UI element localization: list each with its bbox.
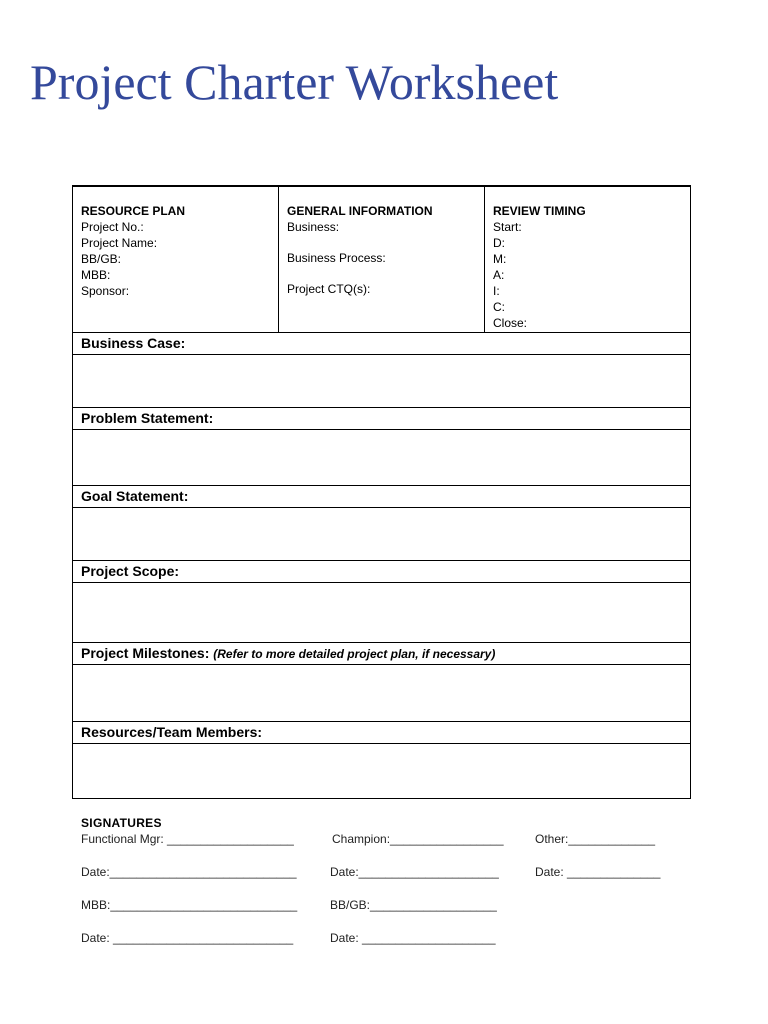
close-label: Close: xyxy=(493,316,528,330)
resources-team-heading: Resources/Team Members: xyxy=(72,721,691,743)
goal-statement-field[interactable] xyxy=(72,507,691,560)
bb-gb-signature-line[interactable]: BB/GB:___________________ xyxy=(330,898,497,912)
general-information-column xyxy=(279,187,485,332)
mbb-signature-line[interactable]: MBB:____________________________ xyxy=(81,898,298,912)
goal-statement-heading: Goal Statement: xyxy=(72,485,691,507)
signature-row xyxy=(81,897,701,930)
start-label: Start: xyxy=(493,220,522,234)
project-scope-field[interactable] xyxy=(72,582,691,642)
signature-row xyxy=(81,930,701,963)
review-timing-column xyxy=(485,187,690,332)
resources-team-field[interactable] xyxy=(72,743,691,799)
bb-gb-date-line[interactable]: Date: ____________________ xyxy=(330,931,496,945)
business-label: Business: xyxy=(287,220,340,234)
problem-statement-heading: Problem Statement: xyxy=(72,407,691,429)
functional-mgr-date-line[interactable]: Date:____________________________ xyxy=(81,865,297,879)
signature-row xyxy=(81,831,701,864)
problem-statement-field[interactable] xyxy=(72,429,691,485)
review-timing-heading: REVIEW TIMING xyxy=(493,204,586,218)
define-label: D: xyxy=(493,236,505,250)
improve-label: I: xyxy=(493,284,500,298)
project-scope-heading: Project Scope: xyxy=(72,560,691,582)
info-header-row xyxy=(72,185,691,332)
champion-signature-line[interactable]: Champion:_________________ xyxy=(332,832,504,846)
signature-row xyxy=(81,864,701,897)
project-milestones-heading xyxy=(72,642,691,664)
resource-plan-column xyxy=(73,187,279,332)
page-title: Project Charter Worksheet xyxy=(30,54,559,110)
measure-label: M: xyxy=(493,252,507,266)
sponsor-label: Sponsor: xyxy=(81,284,130,298)
functional-mgr-signature-line[interactable]: Functional Mgr: ___________________ xyxy=(81,832,294,846)
project-no-label: Project No.: xyxy=(81,220,144,234)
bb-gb-label: BB/GB: xyxy=(81,252,122,266)
mbb-date-line[interactable]: Date: ___________________________ xyxy=(81,931,294,945)
other-date-line[interactable]: Date: ______________ xyxy=(535,865,661,879)
mbb-label: MBB: xyxy=(81,268,111,282)
other-signature-line[interactable]: Other:_____________ xyxy=(535,832,656,846)
project-milestones-field[interactable] xyxy=(72,664,691,721)
project-milestones-note: (Refer to more detailed project plan, if necessary) xyxy=(213,647,496,661)
control-label: C: xyxy=(493,300,505,314)
general-information-heading: GENERAL INFORMATION xyxy=(287,204,433,218)
business-case-heading: Business Case: xyxy=(72,332,691,354)
business-process-label: Business Process: xyxy=(287,251,386,265)
charter-form xyxy=(72,185,691,799)
business-case-field[interactable] xyxy=(72,354,691,407)
project-name-label: Project Name: xyxy=(81,236,158,250)
analyze-label: A: xyxy=(493,268,505,282)
champion-date-line[interactable]: Date:_____________________ xyxy=(330,865,499,879)
project-milestones-label: Project Milestones: xyxy=(81,645,210,661)
signatures-block xyxy=(81,815,701,963)
project-ctq-label: Project CTQ(s): xyxy=(287,282,371,296)
signatures-heading: SIGNATURES xyxy=(81,816,162,830)
resource-plan-heading: RESOURCE PLAN xyxy=(81,204,186,218)
